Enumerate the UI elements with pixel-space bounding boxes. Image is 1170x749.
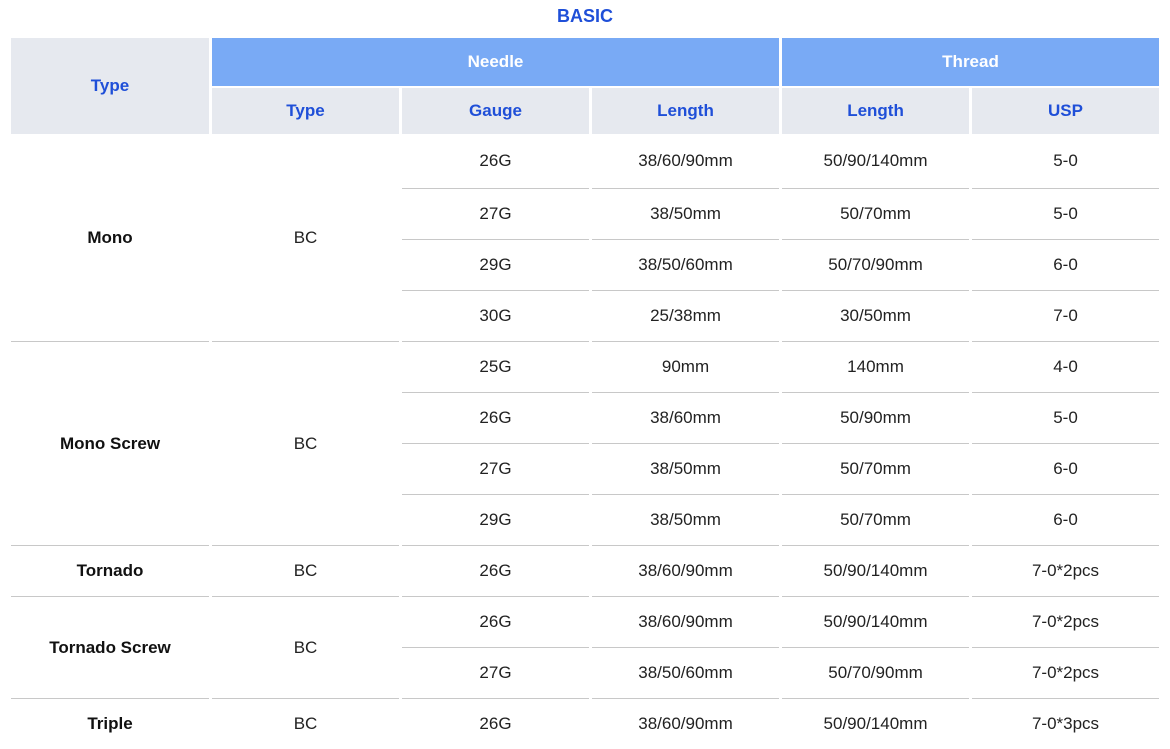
row-type-name: Mono bbox=[11, 134, 209, 342]
table-header bbox=[11, 38, 1159, 134]
cell-thread-length: 50/70/90mm bbox=[782, 240, 969, 291]
header-usp: USP bbox=[972, 88, 1159, 134]
cell-needle-length: 38/50mm bbox=[592, 444, 779, 495]
cell-needle-length: 38/50/60mm bbox=[592, 648, 779, 699]
cell-usp: 6-0 bbox=[972, 444, 1159, 495]
header-type: Type bbox=[11, 38, 209, 134]
cell-usp: 6-0 bbox=[972, 240, 1159, 291]
cell-thread-length: 50/70mm bbox=[782, 495, 969, 546]
cell-usp: 7-0*2pcs bbox=[972, 597, 1159, 648]
cell-thread-length: 50/90mm bbox=[782, 393, 969, 444]
cell-thread-length: 50/90/140mm bbox=[782, 597, 969, 648]
table-body bbox=[11, 134, 1159, 749]
row-type-name: Tornado bbox=[11, 546, 209, 597]
header-needle: Needle bbox=[212, 38, 779, 88]
cell-usp: 5-0 bbox=[972, 134, 1159, 189]
row-needle-type: BC bbox=[212, 342, 399, 546]
cell-gauge: 26G bbox=[402, 393, 589, 444]
cell-usp: 5-0 bbox=[972, 189, 1159, 240]
cell-usp: 5-0 bbox=[972, 393, 1159, 444]
cell-needle-length: 38/50/60mm bbox=[592, 240, 779, 291]
table-row bbox=[11, 342, 1159, 393]
cell-needle-length: 38/50mm bbox=[592, 495, 779, 546]
header-thread: Thread bbox=[782, 38, 1159, 88]
cell-usp: 7-0*3pcs bbox=[1031, 714, 1100, 733]
cell-usp: 6-0 bbox=[972, 495, 1159, 546]
row-needle-type: BC bbox=[293, 714, 318, 733]
header-needle-type: Type bbox=[212, 88, 399, 134]
row-type-name: Triple bbox=[87, 714, 133, 733]
row-needle-type: BC bbox=[212, 546, 399, 597]
cell-usp: 7-0 bbox=[972, 291, 1159, 342]
row-needle-type: BC bbox=[212, 597, 399, 699]
table-row bbox=[11, 699, 1159, 749]
cell-needle-length: 38/60/90mm bbox=[638, 714, 733, 733]
cell-usp: 4-0 bbox=[972, 342, 1159, 393]
table-row bbox=[11, 134, 1159, 189]
cell-needle-length: 25/38mm bbox=[592, 291, 779, 342]
header-needle-length: Length bbox=[592, 88, 779, 134]
cell-gauge: 26G bbox=[402, 546, 589, 597]
cell-gauge: 26G bbox=[479, 714, 512, 733]
cell-gauge: 27G bbox=[402, 444, 589, 495]
row-needle-type: BC bbox=[212, 134, 399, 342]
cell-needle-length: 38/50mm bbox=[592, 189, 779, 240]
cell-thread-length: 50/70mm bbox=[782, 444, 969, 495]
table-title: BASIC bbox=[556, 6, 613, 26]
cell-thread-length: 50/70/90mm bbox=[782, 648, 969, 699]
row-type-name: Mono Screw bbox=[11, 342, 209, 546]
cell-gauge: 26G bbox=[402, 134, 589, 189]
cell-gauge: 30G bbox=[402, 291, 589, 342]
cell-gauge: 25G bbox=[402, 342, 589, 393]
table-row bbox=[11, 597, 1159, 648]
cell-needle-length: 38/60/90mm bbox=[592, 597, 779, 648]
cell-needle-length: 90mm bbox=[592, 342, 779, 393]
cell-gauge: 27G bbox=[402, 648, 589, 699]
cell-usp: 7-0*2pcs bbox=[972, 546, 1159, 597]
cell-thread-length: 50/90/140mm bbox=[782, 546, 969, 597]
cell-needle-length: 38/60/90mm bbox=[592, 546, 779, 597]
cell-gauge: 29G bbox=[402, 495, 589, 546]
cell-needle-length: 38/60mm bbox=[592, 393, 779, 444]
cell-thread-length: 50/70mm bbox=[782, 189, 969, 240]
table-row bbox=[11, 546, 1159, 597]
header-thread-length: Length bbox=[782, 88, 969, 134]
spec-table bbox=[8, 38, 1162, 749]
cell-thread-length: 30/50mm bbox=[782, 291, 969, 342]
cell-thread-length: 50/90/140mm bbox=[782, 134, 969, 189]
header-gauge: Gauge bbox=[402, 88, 589, 134]
cell-gauge: 29G bbox=[402, 240, 589, 291]
cell-thread-length: 50/90/140mm bbox=[823, 714, 928, 733]
cell-thread-length: 140mm bbox=[782, 342, 969, 393]
cell-needle-length: 38/60/90mm bbox=[592, 134, 779, 189]
row-type-name: Tornado Screw bbox=[11, 597, 209, 699]
cell-gauge: 27G bbox=[402, 189, 589, 240]
cell-gauge: 26G bbox=[402, 597, 589, 648]
cell-usp: 7-0*2pcs bbox=[972, 648, 1159, 699]
